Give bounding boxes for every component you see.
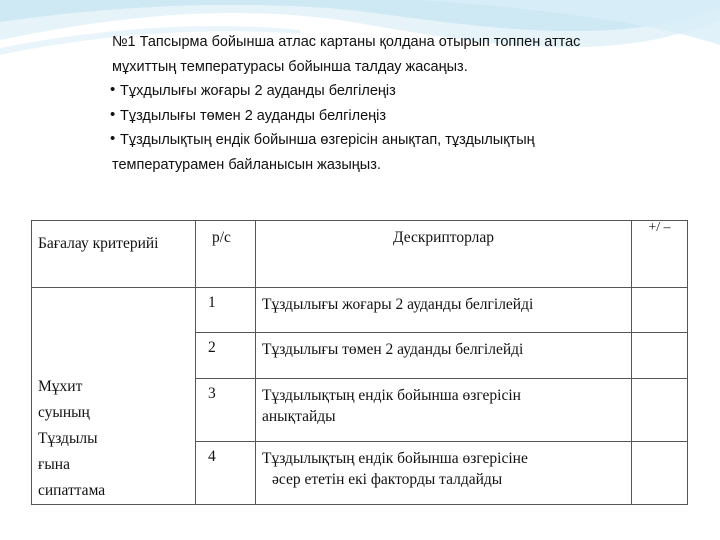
descriptor-line: Тұздылықтың ендік бойынша өзгерісіне <box>262 449 528 467</box>
criterion-cell <box>32 288 196 505</box>
row-number: 2 <box>196 333 256 378</box>
header-num: р/с <box>196 221 256 288</box>
task-line-2: мұхиттың температурасы бойынша талдау жасаңыз. <box>112 58 468 75</box>
descriptor-line: Тұздылығы жоғары 2 ауданды белгілейді <box>262 296 534 313</box>
row-number: 4 <box>196 441 256 504</box>
task-bullet-3: • Тұздылықтың ендік бойынша өзгерісін анықтап, тұздылықтың <box>112 128 692 153</box>
header-descriptors: Дескрипторлар <box>256 221 632 288</box>
assessment-table <box>31 220 688 505</box>
row-descriptor <box>256 378 632 441</box>
mark-cell[interactable] <box>632 333 688 378</box>
header-mark: +/ – <box>632 221 688 288</box>
task-text <box>112 30 692 177</box>
row-descriptor <box>256 333 632 378</box>
descriptor-line: Тұздылықтың ендік бойынша өзгерісін <box>262 386 521 404</box>
mark-cell[interactable] <box>632 441 688 504</box>
task-bullet-2: • Тұздылығы төмен 2 ауданды белгілеңіз <box>112 104 692 129</box>
table-header-row <box>32 221 688 288</box>
criterion-line: Мұхит <box>38 378 83 395</box>
mark-cell[interactable] <box>632 378 688 441</box>
row-number: 3 <box>196 378 256 441</box>
row-descriptor <box>256 288 632 333</box>
mark-cell[interactable] <box>632 288 688 333</box>
row-descriptor <box>256 441 632 504</box>
criterion-line: Тұздылы <box>38 430 98 447</box>
descriptor-line: Тұздылығы төмен 2 ауданды белгілейді <box>262 341 524 359</box>
criterion-line: сипаттама <box>38 482 106 499</box>
table-row <box>32 288 688 333</box>
task-line-1: №1 Тапсырма бойынша атлас картаны қолдана отырып топпен аттас <box>112 34 581 50</box>
header-criterion: Бағалау критерийі <box>32 221 196 288</box>
task-line-last: температурамен байланысын жазыңыз. <box>112 156 381 173</box>
descriptor-line: әсер ететін екі факторды талдайды <box>272 470 503 488</box>
descriptor-line: анықтайды <box>262 407 336 425</box>
criterion-line: ғына <box>38 456 70 473</box>
task-bullet-1: • Тұхдылығы жоғары 2 ауданды белгілеңіз <box>112 79 692 104</box>
criterion-line: суының <box>38 404 90 421</box>
row-number: 1 <box>196 288 256 333</box>
